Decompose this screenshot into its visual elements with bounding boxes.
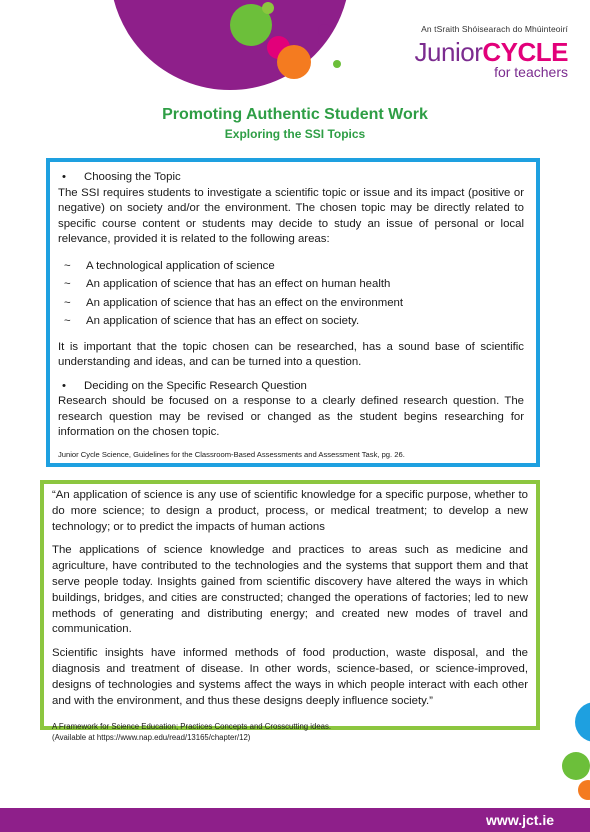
heading-research-question [58,379,524,395]
heading-choosing-topic [58,170,524,186]
decorative-circle-purple-small [318,24,331,37]
source-citation: Junior Cycle Science, Guidelines for the Classroom-Based Assessments and Assessment Task, pg. 26. [58,449,405,459]
page-subtitle: Exploring the SSI Topics [224,127,366,141]
decorative-circle-green-right [562,752,590,780]
logo-for-teachers: for teachers [494,64,568,80]
heading-choosing-topic-text: Choosing the Topic [84,171,181,183]
decorative-circle-lightgreen [262,2,274,14]
framework-citation-line2: (Available at https://www.nap.edu/read/13165/chapter/12) [52,733,251,743]
decorative-circle-green-small [333,60,341,68]
framework-citation-line1: A Framework for Science Education; Practices Concepts and Crosscutting ideas. [52,722,332,732]
quote-paragraph-3: Scientific insights have informed methods of food production, waste disposal, and the diagnosis and treatment of disease. In other words, science-based, or science-improved, designs of technologies and systems affect the ways in which people interact with each other and with the environment, and thus these designs deeply influence society.” [52,647,528,707]
tilde-bullet-icon: ~ [64,259,71,272]
logo-irish-tagline: An tSraith Shóisearach do Mhúinteoirí [421,24,568,34]
footer-website-link[interactable]: www.jct.ie [486,812,554,828]
decorative-circle-blue-right [575,702,590,742]
framework-citation [52,721,528,743]
quote-paragraph-2: The applications of science knowledge and practices to areas such as medicine and agriculture, have contributed to the technologies and the systems that support them and that serve people today. Insights gained from scientific discovery have altered the ways in which buildings, bridges, and cities are constructed; changed the operations of factories; led to new methods of generating and distributing energy; and created new modes of travel and communication. [52,544,528,636]
logo-cycle: CYCLE [482,37,568,67]
logo-wordmark [415,38,568,66]
tilde-bullet-icon: ~ [64,315,71,327]
quote-paragraph-1: “An application of science is any use of scientific knowledge for a specific purpose, whether to do more science; to design a product, process, or medical treatment; to develop a new technology; or to predict the impacts of human actions [52,489,528,533]
ssi-guidelines-box [46,158,540,467]
title-block [0,106,590,141]
areas-list [58,257,524,331]
paragraph-ssi-requirements: The SSI requires students to investigate a scientific topic or issue and its impact (positive or negative) on society and/or the environment. The chosen topic may be directly related to specific course content or students may decide to study an issue of personal or local relevance, provided it is related to the following areas: [58,186,524,245]
decorative-circle-orange-right [578,780,590,800]
junior-cycle-logo [415,24,568,80]
paragraph-topic-importance: It is important that the topic chosen can be researched, has a sound base of scientific understanding and ideas, and can be turned into a question. [58,340,524,368]
bullet-icon: • [62,379,66,392]
decorative-circle-purple-large [110,0,350,90]
heading-research-question-text: Deciding on the Specific Research Question [84,379,307,392]
decorative-circle-orange [277,45,311,79]
list-item: ~ An application of science that has an effect on society. [58,312,524,331]
tilde-bullet-icon: ~ [64,296,71,309]
tilde-bullet-icon: ~ [64,278,71,290]
paragraph-research-question: Research should be focused on a response to a clearly defined research question. The research question may be revised or changed as the student begins researching for information on the chosen topic. [58,395,524,438]
bullet-icon: • [62,171,66,183]
list-item: ~ An application of science that has an effect on human health [58,275,524,294]
page-title: Promoting Authentic Student Work [162,106,428,123]
footer-bar [0,808,590,832]
list-item: ~ An application of science that has an effect on the environment [58,294,524,313]
list-item: ~ A technological application of science [58,257,524,276]
logo-junior: Junior [414,37,483,67]
framework-quote-box [40,480,540,743]
